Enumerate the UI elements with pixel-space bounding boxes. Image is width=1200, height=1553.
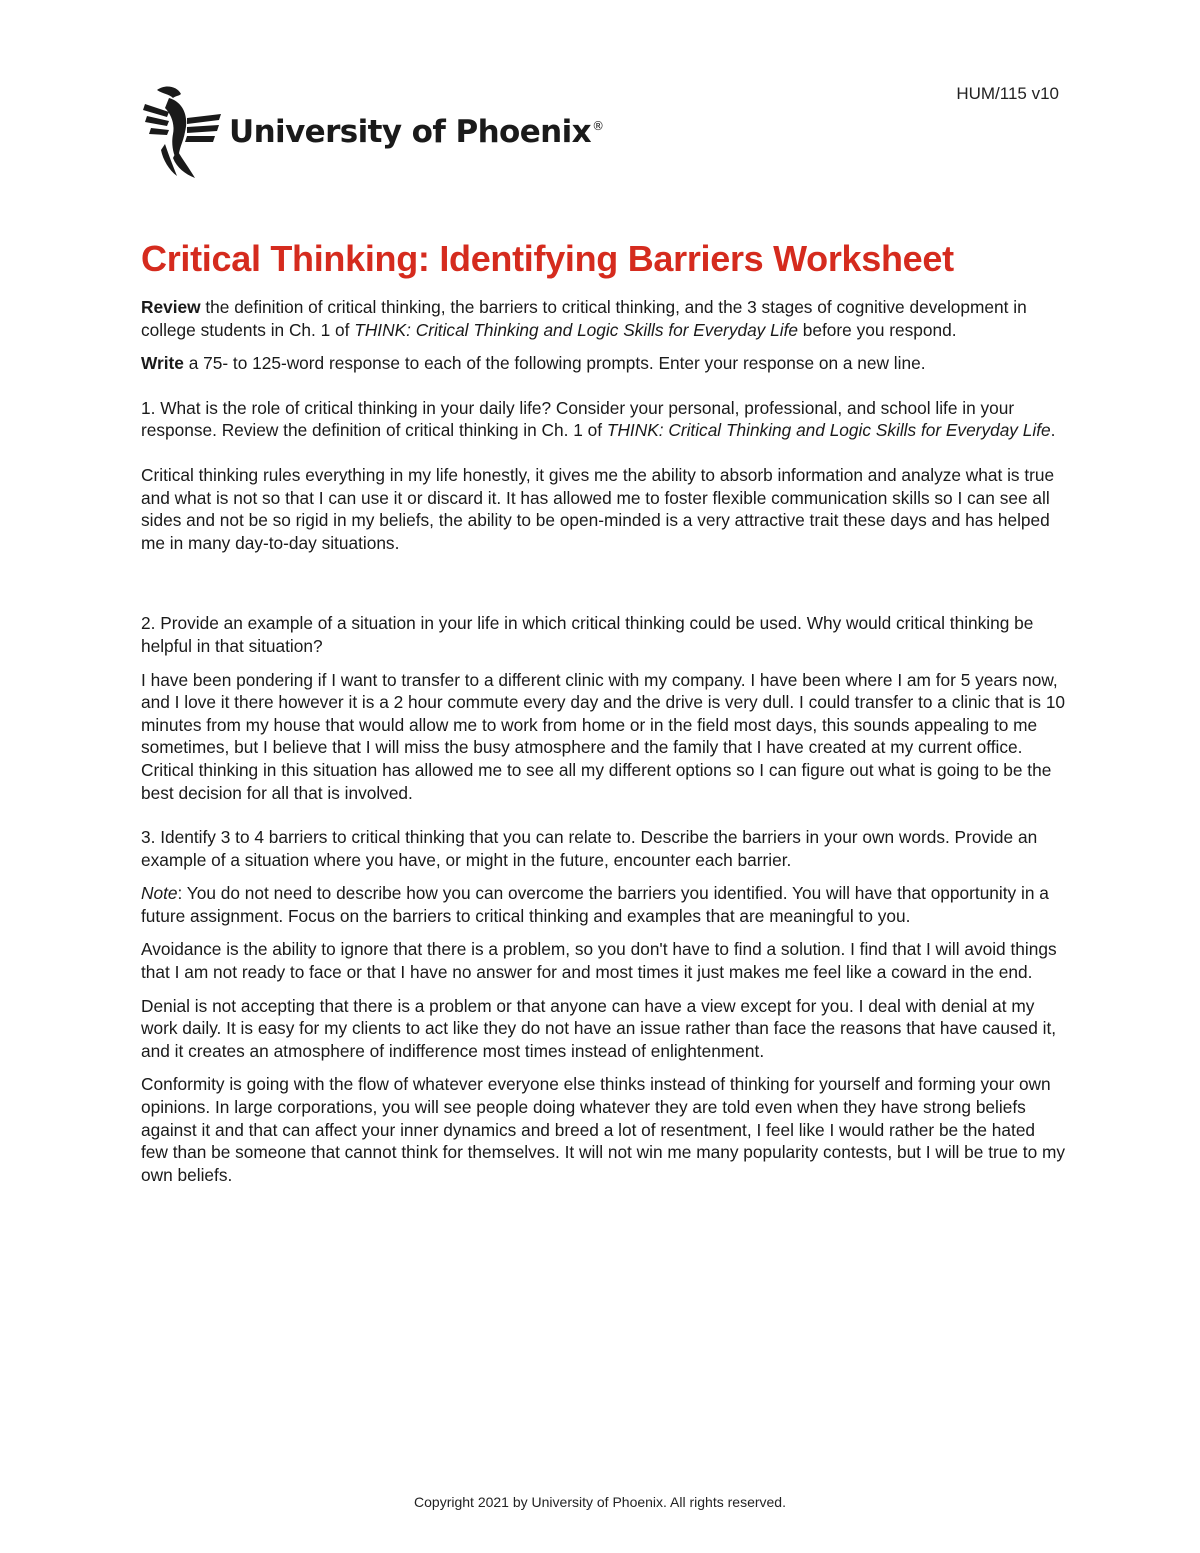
- course-code: HUM/115 v10: [956, 84, 1059, 103]
- page-title: Critical Thinking: Identifying Barriers Worksheet: [141, 238, 954, 279]
- copyright-footer: Copyright 2021 by University of Phoenix. All rights reserved.: [414, 1494, 786, 1510]
- question-1: 1. What is the role of critical thinking in your daily life? Consider your personal, professional, and school life in your response. Review the definition of critical thinking in Ch. 1 of THINK: Critical Thinking and Logic Skills for Everyday Life.: [141, 397, 1056, 441]
- question-3: 3. Identify 3 to 4 barriers to critical thinking that you can relate to. Describe the barriers in your own words. Provide an example of a situation where you have, or might in the future, encounter each barrier.: [141, 827, 1038, 870]
- worksheet-body: [141, 296, 1066, 1186]
- answer-3-conformity: Conformity is going with the flow of whatever everyone else thinks instead of thinking for yourself and forming your own opinions. In large corporations, you will see people doing whatever they are told even when they have strong beliefs against it and that can affect your inner dynamics and breed a lot of resentment, I feel like I would rather be the hated few than be someone that cannot think for themselves. It will not win me many popularity contests, but I will be true to my own beliefs.: [141, 1074, 1066, 1185]
- question-3-note: Note: You do not need to describe how you can overcome the barriers you identified. You will have that opportunity in a future assignment. Focus on the barriers to critical thinking and examples that are meaningful to you.: [141, 883, 1049, 926]
- logo-text: University of Phoenix®: [229, 114, 604, 150]
- question-2: 2. Provide an example of a situation in your life in which critical thinking could be used. Why would critical thinking be helpful in that situation?: [141, 613, 1034, 656]
- answer-2: I have been pondering if I want to transfer to a different clinic with my company. I have been where I am for 5 years now, and I love it there however it is a 2 hour commute every day and the drive is very dull. I could transfer to a clinic that is 10 minutes from my house that would allow me to work from home or in the field most days, this sounds appealing to me sometimes, but I believe that I will miss the busy atmosphere and the family that I have created at my current office. Critical thinking in this situation has allowed me to see all my different options so I can figure out what is going to be the best decision for all that is involved.: [141, 669, 1066, 803]
- answer-3-avoidance: Avoidance is the ability to ignore that there is a problem, so you don't have to find a solution. I find that I will avoid things that I am not ready to face or that I have no answer for and most times it just makes me feel like a coward in the end.: [141, 939, 1057, 983]
- answer-3-denial: Denial is not accepting that there is a problem or that anyone can have a view except for you. I deal with denial at my work daily. It is easy for my clients to act like they do not have an issue rather than face the reasons that have caused it, and it creates an atmosphere of indifference most times instead of enlightenment.: [141, 995, 1057, 1061]
- university-logo: [143, 84, 603, 178]
- review-instruction: Review the definition of critical thinking, the barriers to critical thinking, and the 3 stages of cognitive development in college students in Ch. 1 of THINK: Critical Thinking and Logic Skills for Everyday Life before you respond.: [141, 297, 1027, 340]
- write-instruction: Write a 75- to 125-word response to each of the following prompts. Enter your response on a new line.: [141, 353, 926, 374]
- phoenix-bird-icon: [143, 84, 221, 178]
- answer-1: Critical thinking rules everything in my life honestly, it gives me the ability to absorb information and analyze what is true and what is not so that I can use it or discard it. It has allowed me to foster flexible communication skills so I can see all sides and not be so rigid in my beliefs, the ability to be open-minded is a very attractive trait these days and has helped me in many day-to-day situations.: [141, 464, 1055, 553]
